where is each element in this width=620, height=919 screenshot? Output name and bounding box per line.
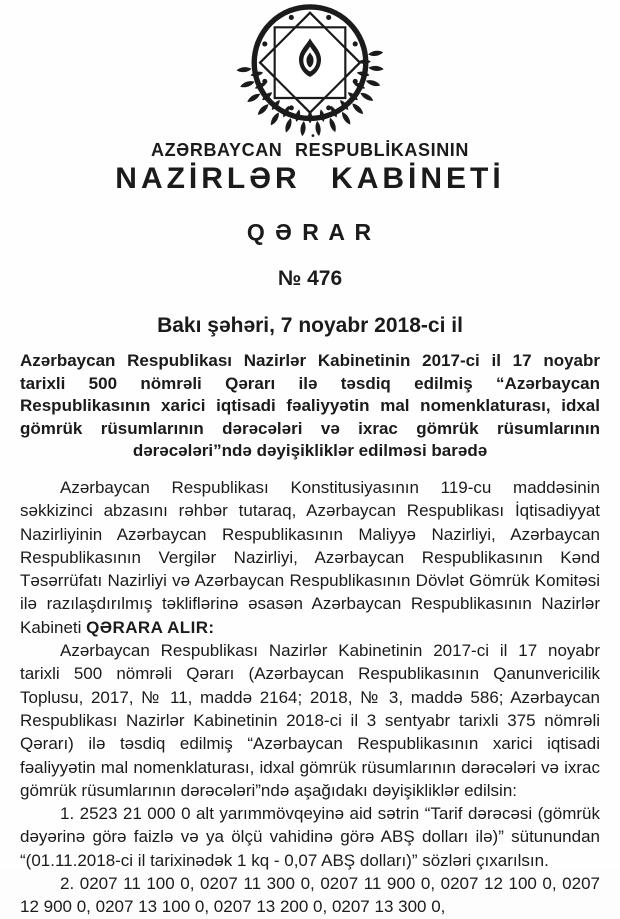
place-and-date: Bakı şəhəri, 7 noyabr 2018-ci il	[157, 314, 463, 337]
azerbaijan-state-emblem	[20, 2, 600, 139]
azerbaijan-state-emblem-icon	[230, 2, 390, 139]
paragraph-preamble-text: Azərbaycan Respublikası Konstitusiyasının 119-cu maddəsinin səkkizinci abzasını rəhbər tutaraq, Azərbaycan Respublikası İqtisadiyyat Nazirliyinin Azərbaycan Respublikasının Maliyyə Nazirliyi, Azərbaycan Respublikasının Vergilər Nazirliyi, Azərbaycan Respublikasının Kənd Təsərrüfatı Nazirliyi və Azərbaycan Respublikasının Dövlət Gömrük Komitəsi ilə razılaşdırılmış təkliflərinə əsasən Azərbaycan Respublikasının Nazirlər Kabineti	[20, 477, 600, 637]
paragraph-item-2: 2. 0207 11 100 0, 0207 11 300 0, 0207 11 900 0, 0207 12 100 0, 0207 12 900 0, 0207 13 100 0, 0207 13 200 0, 0207 13 300 0,	[20, 874, 600, 917]
issuer-name: NAZİRLƏR KABİNETİ	[115, 162, 505, 195]
paragraph-amendment-intro: Azərbaycan Respublikası Nazirlər Kabinetinin 2017-ci il 17 noyabr tarixli 500 nömrəli Qərarı (Azərbaycan Respublikasının Qanunvericilik Toplusu, 2017, № 11, maddə 2164; 2018, № 3, maddə 586; Azərbaycan Respublikası Nazirlər Kabinetinin 2018-ci il 3 sentyabr tarixli 375 nömrəli Qərarı) ilə təsdiq edilmiş “Azərbaycan Respublikasının xarici iqtisadi fəaliyyətin mal nomenklaturası, idxal gömrük rüsumlarının dərəcələri və ixrac gömrük rüsumlarının dərəcələri”ndə aşağıdakı dəyişikliklər edilsin:	[20, 641, 600, 800]
paragraph-item-1: 1. 2523 21 000 0 alt yarımmövqeyinə aid sətrin “Tarif dərəcəsi (gömrük dəyərinə görə faizlə və ya ölçü vahidinə görə ABŞ dolları ilə)” sütunundan “(01.11.2018-ci il tarixinədək 1 kq - 0,07 ABŞ dolları)” sözləri çıxarılsın.	[20, 804, 600, 870]
decree-body	[20, 476, 600, 919]
paragraph-preamble	[20, 476, 600, 639]
document-type-label: Q Ə R A R	[246, 219, 374, 245]
decree-title: Azərbaycan Respublikası Nazirlər Kabinetinin 2017-ci il 17 noyabr tarixli 500 nömrəli Qərarı ilə təsdiq edilmiş “Azərbaycan Respublikasının xarici iqtisadi fəaliyyətin mal nomenklaturası, idxal gömrük rüsumlarının dərəcələri və ixrac gömrük rüsumlarının dərəcələri”ndə dəyişikliklər edilməsi barədə	[20, 351, 600, 461]
country-name: AZƏRBAYCAN RESPUBLİKASININ	[150, 140, 470, 160]
decree-number: № 476	[277, 267, 343, 290]
resolution-phrase: QƏRARA ALIR:	[86, 617, 215, 637]
